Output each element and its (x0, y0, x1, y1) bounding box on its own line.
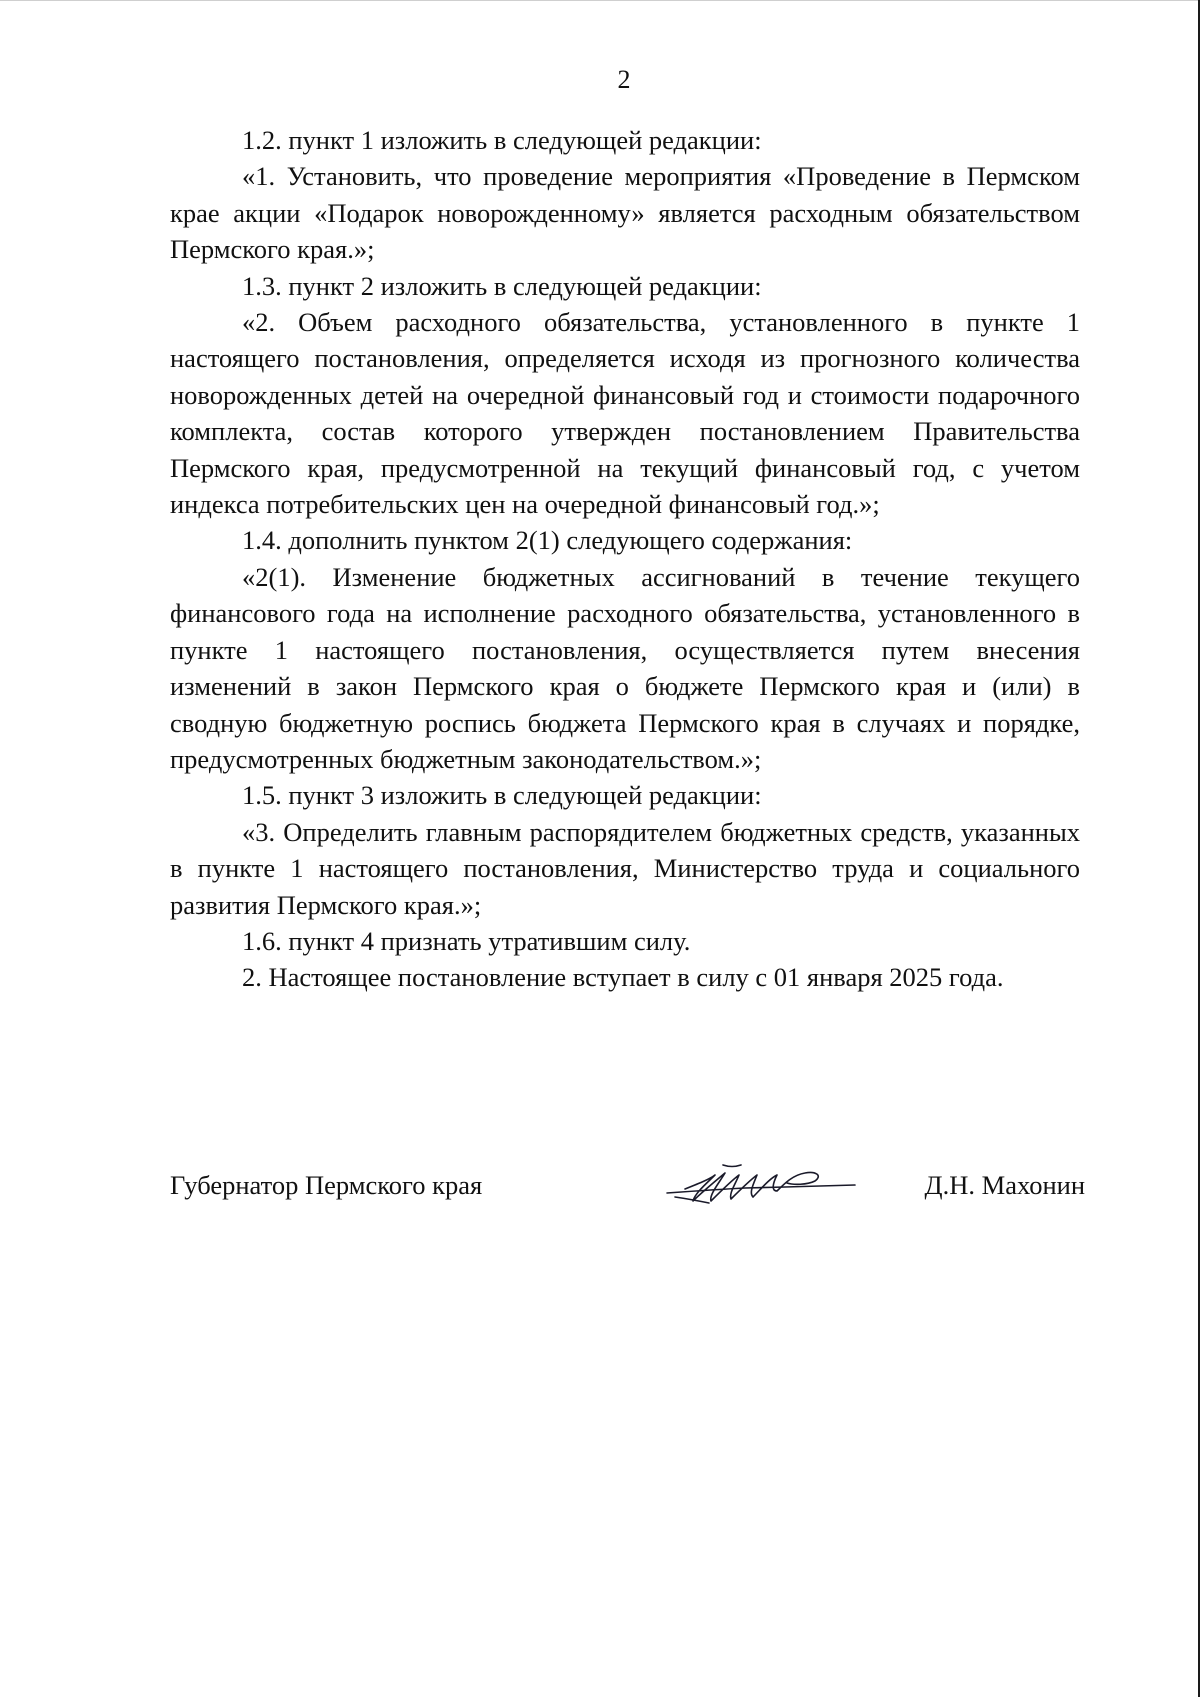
document-body (170, 122, 1080, 996)
signatory-name: Д.Н. Махонин (924, 1170, 1085, 1200)
paragraph-1-5-heading: 1.5. пункт 3 изложить в следующей редакции: (242, 780, 762, 811)
paragraph-1-4-text: «2(1). Изменение бюджетных ассигнований в течение текущего финансового года на исполнение расходного обязательства, установленного в пункте 1 настоящего постановления, осуществляется путем внесения изменений в закон Пермского края о бюджете Пермского края и (или) в сводную бюджетную роспись бюджета Пермского края в случаях и порядке, предусмотренных бюджетным законодательством.»; (170, 561, 1080, 774)
paragraph-2: 2. Настоящее постановление вступает в силу с 01 января 2025 года. (242, 962, 1004, 993)
paragraph-1-3-text: «2. Объем расходного обязательства, установленного в пункте 1 настоящего постановления, определяется исходя из прогнозного количества новорожденных детей на очередной финансовый год и стоимости подарочного комплекта, состав которого утвержден постановлением Правительства Пермского края, предусмотренной на текущий финансовый год, с учетом индекса потребительских цен на очередной финансовый год.»; (170, 307, 1080, 520)
paragraph-1-4-heading: 1.4. дополнить пунктом 2(1) следующего содержания: (242, 525, 853, 556)
handwritten-signature-icon (665, 1153, 865, 1213)
paragraph-1-3-heading: 1.3. пункт 2 изложить в следующей редакции: (242, 270, 762, 301)
signatory-position: Губернатор Пермского края (170, 1170, 483, 1200)
paragraph-1-6: 1.6. пункт 4 признать утратившим силу. (242, 925, 691, 956)
page-top-edge (0, 0, 1200, 1)
paragraph-1-5-text: «3. Определить главным распорядителем бюджетных средств, указанных в пункте 1 настоящего постановления, Министерство труда и социального развития Пермского края.»; (170, 816, 1080, 920)
page-number: 2 (617, 65, 631, 94)
paragraph-1-2-text: «1. Установить, что проведение мероприятия «Проведение в Пермском крае акции «Подарок новорожденному» является расходным обязательством Пермского края.»; (170, 161, 1080, 265)
signature-block (170, 1167, 1085, 1227)
paragraph-1-2-heading: 1.2. пункт 1 изложить в следующей редакции: (242, 125, 762, 155)
